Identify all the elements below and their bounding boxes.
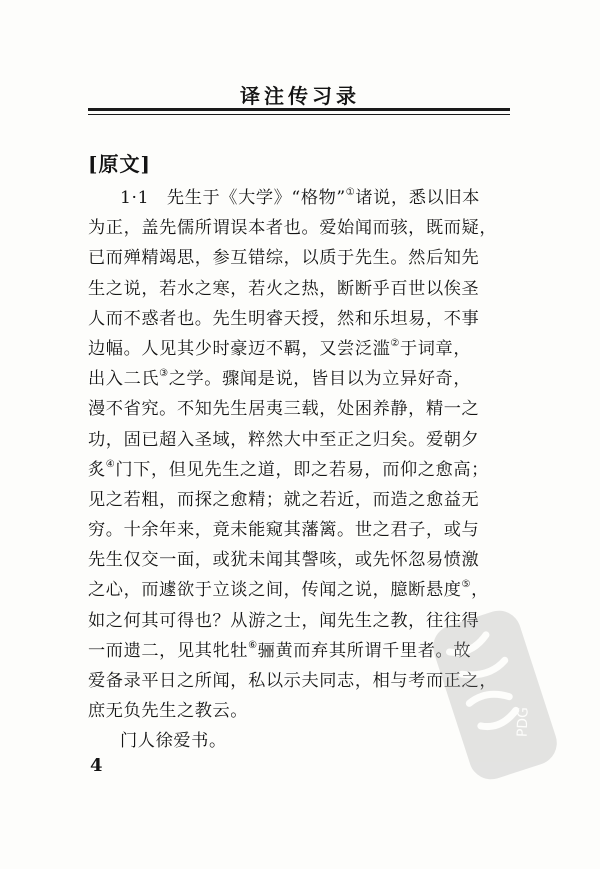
text-line: 人而不惑者也。先生明睿天授，然和乐坦易，不事 (88, 308, 480, 329)
text-line: 为正，盖先儒所谓误本者也。爱始闻而骇，既而疑， (88, 218, 498, 239)
text-line: 边幅。人见其少时豪迈不羁，又尝泛滥②于词章， (88, 337, 472, 359)
text-line: 功，固已超入圣域，粹然大中至正之归矣。爱朝夕 (88, 429, 480, 450)
header-rule-thin (88, 114, 510, 115)
watermark-stamp (420, 595, 570, 795)
page-number: 4 (90, 755, 103, 776)
text-line: 见之若粗，而探之愈精；就之若近，而造之愈益无 (88, 489, 480, 510)
text-line: 如之何其可得也？从游之士，闻先生之教，往往得 (88, 610, 480, 631)
header-title: 译注传习录 (240, 84, 360, 108)
note-mark: ⑤ (461, 579, 472, 591)
text-line: 之心，而遽欲于立谈之间，传闻之说，臆断悬度⑤， (88, 579, 489, 601)
text-line: 一而遗二，见其牝牡⑥骊黄而弃其所谓千里者。故 (88, 639, 472, 661)
note-mark: ⑥ (248, 639, 258, 651)
text-line: 炙④门下，但见先生之道，即之若易，而仰之愈高； (88, 458, 489, 480)
text-line: 穷。十余年来，竟未能窥其藩篱。世之君子，或与 (88, 520, 480, 541)
note-mark: ① (345, 187, 356, 198)
text-line: 庶无负先生之教云。 (88, 701, 249, 722)
text-line: 已而殚精竭思，参互错综，以质于先生。然后知先 (88, 248, 480, 269)
note-mark: ③ (159, 368, 169, 380)
header-rule-thick (88, 108, 510, 111)
note-mark: ④ (105, 458, 116, 470)
text-line: 爱备录平日之所闻，私以示夫同志，相与考而正之， (88, 671, 498, 691)
section-label: [原文] (88, 152, 151, 176)
text-line: 生之说，若水之寒，若火之热，断断乎百世以俟圣 (88, 278, 480, 299)
text-line: 出入二氏③之学。骤闻是说，皆目以为立异好奇， (88, 368, 472, 390)
stamp-text: PDG (514, 706, 532, 738)
note-mark: ② (390, 337, 400, 349)
signature: 门人徐爱书。 (120, 731, 227, 752)
text-line: 先生仅交一面，或犹未闻其謦咳，或先怀忽易愤激 (88, 550, 480, 571)
text-line: 1·1 先生于《大学》“格物”①诸说，悉以旧本 (120, 187, 480, 208)
text-line: 漫不省究。不知先生居夷三载，处困养静，精一之 (88, 399, 480, 420)
